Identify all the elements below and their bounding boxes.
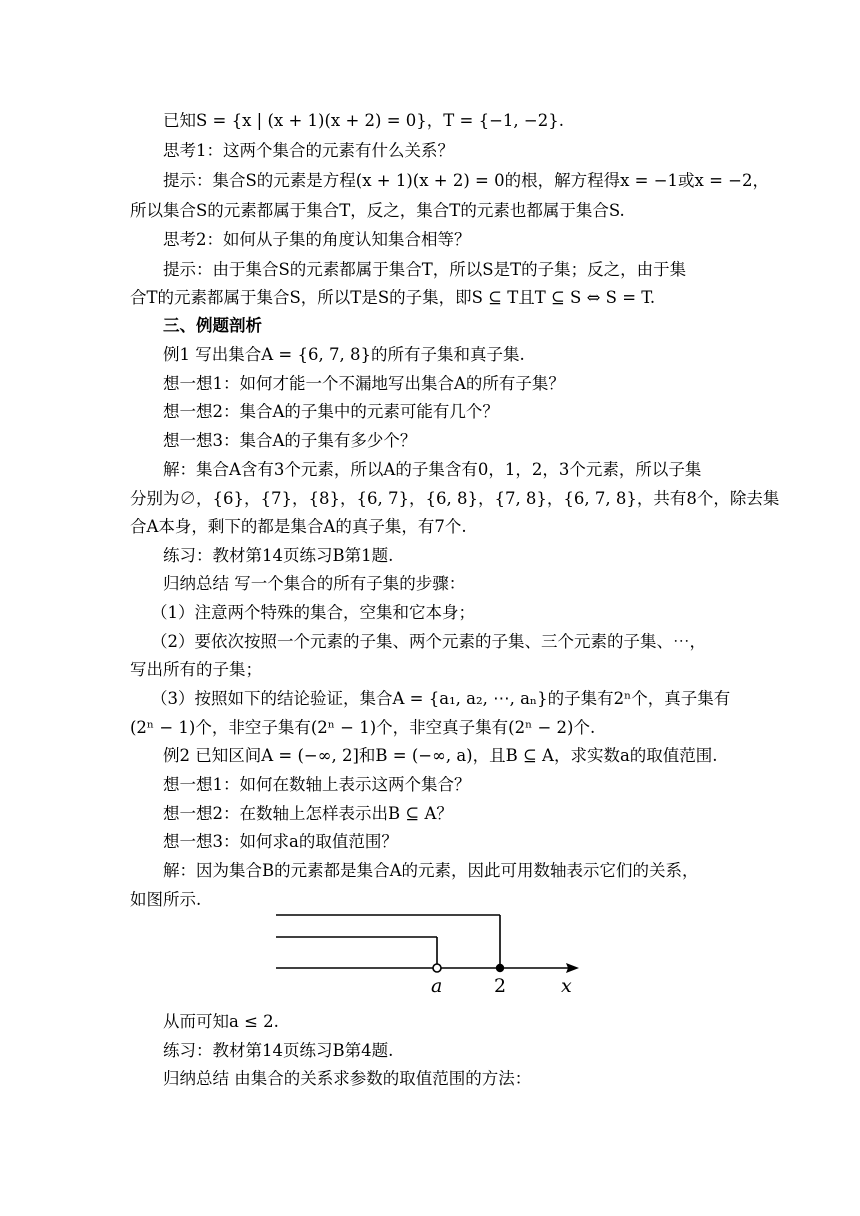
ponder-2-2-line: 想一想2：在数轴上怎样表示出B ⊆ A？ [163, 804, 453, 823]
hint-2-continued-line: 合T的元素都属于集合S，所以T是S的子集，即S ⊆ T且T ⊆ S ⇔ S = T. [130, 288, 656, 307]
summary-1-step-3-cont: (2ⁿ − 1)个，非空子集有(2ⁿ − 1)个，非空真子集有(2ⁿ − 2)个. [130, 718, 596, 737]
exercise-1-line: 练习：教材第14页练习B第1题. [163, 546, 394, 565]
ponder-2-3-line: 想一想3：如何求a的取值范围？ [163, 832, 398, 851]
hint-1-continued-line: 所以集合S的元素都属于集合T，反之，集合T的元素也都属于集合S. [130, 201, 625, 220]
solution-1-cont-line: 分别为∅，{6}，{7}，{8}，{6, 7}，{6, 8}，{7, 8}，{6, 7, 8}，共有8个，除去集 [130, 489, 780, 508]
label-x: x [561, 975, 572, 997]
solution-2-cont-line: 如图所示. [130, 890, 202, 909]
solution-2-line: 解：因为集合B的元素都是集合A的元素，因此可用数轴表示它们的关系， [163, 861, 699, 880]
conclusion-line: 从而可知a ≤ 2. [163, 1012, 279, 1031]
label-2: 2 [494, 975, 507, 997]
ponder-2-1-line: 想一想1：如何在数轴上表示这两个集合？ [163, 775, 471, 794]
solution-1-end-line: 合A本身，剩下的都是集合A的真子集，有7个. [130, 517, 467, 536]
summary-2-heading: 归纳总结 由集合的关系求参数的取值范围的方法： [163, 1069, 532, 1088]
summary-1-step-3: （3）按照如下的结论验证，集合A = {a₁, a₂, ⋯, aₙ}的子集有2ⁿ个，真子集有 [151, 689, 731, 708]
exercise-2-line: 练习：教材第14页练习B第4题. [163, 1041, 394, 1060]
open-point-a [433, 964, 441, 972]
summary-1-step-2: （2）要依次按照一个元素的子集、两个元素的子集、三个元素的子集、⋯， [151, 632, 706, 651]
summary-1-heading: 归纳总结 写一个集合的所有子集的步骤： [163, 574, 466, 593]
ponder-2-line: 想一想2：集合A的子集中的元素可能有几个？ [163, 402, 499, 421]
given-sets-line: 已知S = {x | (x + 1)(x + 2) = 0}，T = {−1, −2}. [163, 111, 564, 130]
hint-1-line: 提示：集合S的元素是方程(x + 1)(x + 2) = 0的根，解方程得x = −1或x = −2， [163, 171, 769, 190]
ponder-1-line: 想一想1：如何才能一个不漏地写出集合A的所有子集？ [163, 374, 565, 393]
think-2-line: 思考2：如何从子集的角度认知集合相等？ [163, 230, 471, 249]
summary-1-step-1: （1）注意两个特殊的集合，空集和它本身； [151, 603, 475, 622]
label-a: a [431, 975, 443, 997]
solution-1-line: 解：集合A含有3个元素，所以A的子集含有0，1，2，3个元素，所以子集 [163, 460, 702, 479]
ponder-3-line: 想一想3：集合A的子集有多少个？ [163, 431, 417, 450]
closed-point-2 [496, 964, 504, 972]
example-1-line: 例1 写出集合A = {6, 7, 8}的所有子集和真子集. [163, 345, 525, 364]
summary-1-step-2-cont: 写出所有的子集； [130, 660, 262, 679]
section-heading: 三、例题剖析 [163, 316, 262, 335]
hint-2-line: 提示：由于集合S的元素都属于集合T，所以S是T的子集；反之，由于集 [163, 260, 687, 279]
example-2-line: 例2 已知区间A = (−∞, 2]和B = (−∞, a)，且B ⊆ A，求实数a的取值范围. [163, 746, 718, 765]
think-1-line: 思考1：这两个集合的元素有什么关系？ [163, 141, 454, 160]
number-line-figure [276, 912, 586, 1002]
